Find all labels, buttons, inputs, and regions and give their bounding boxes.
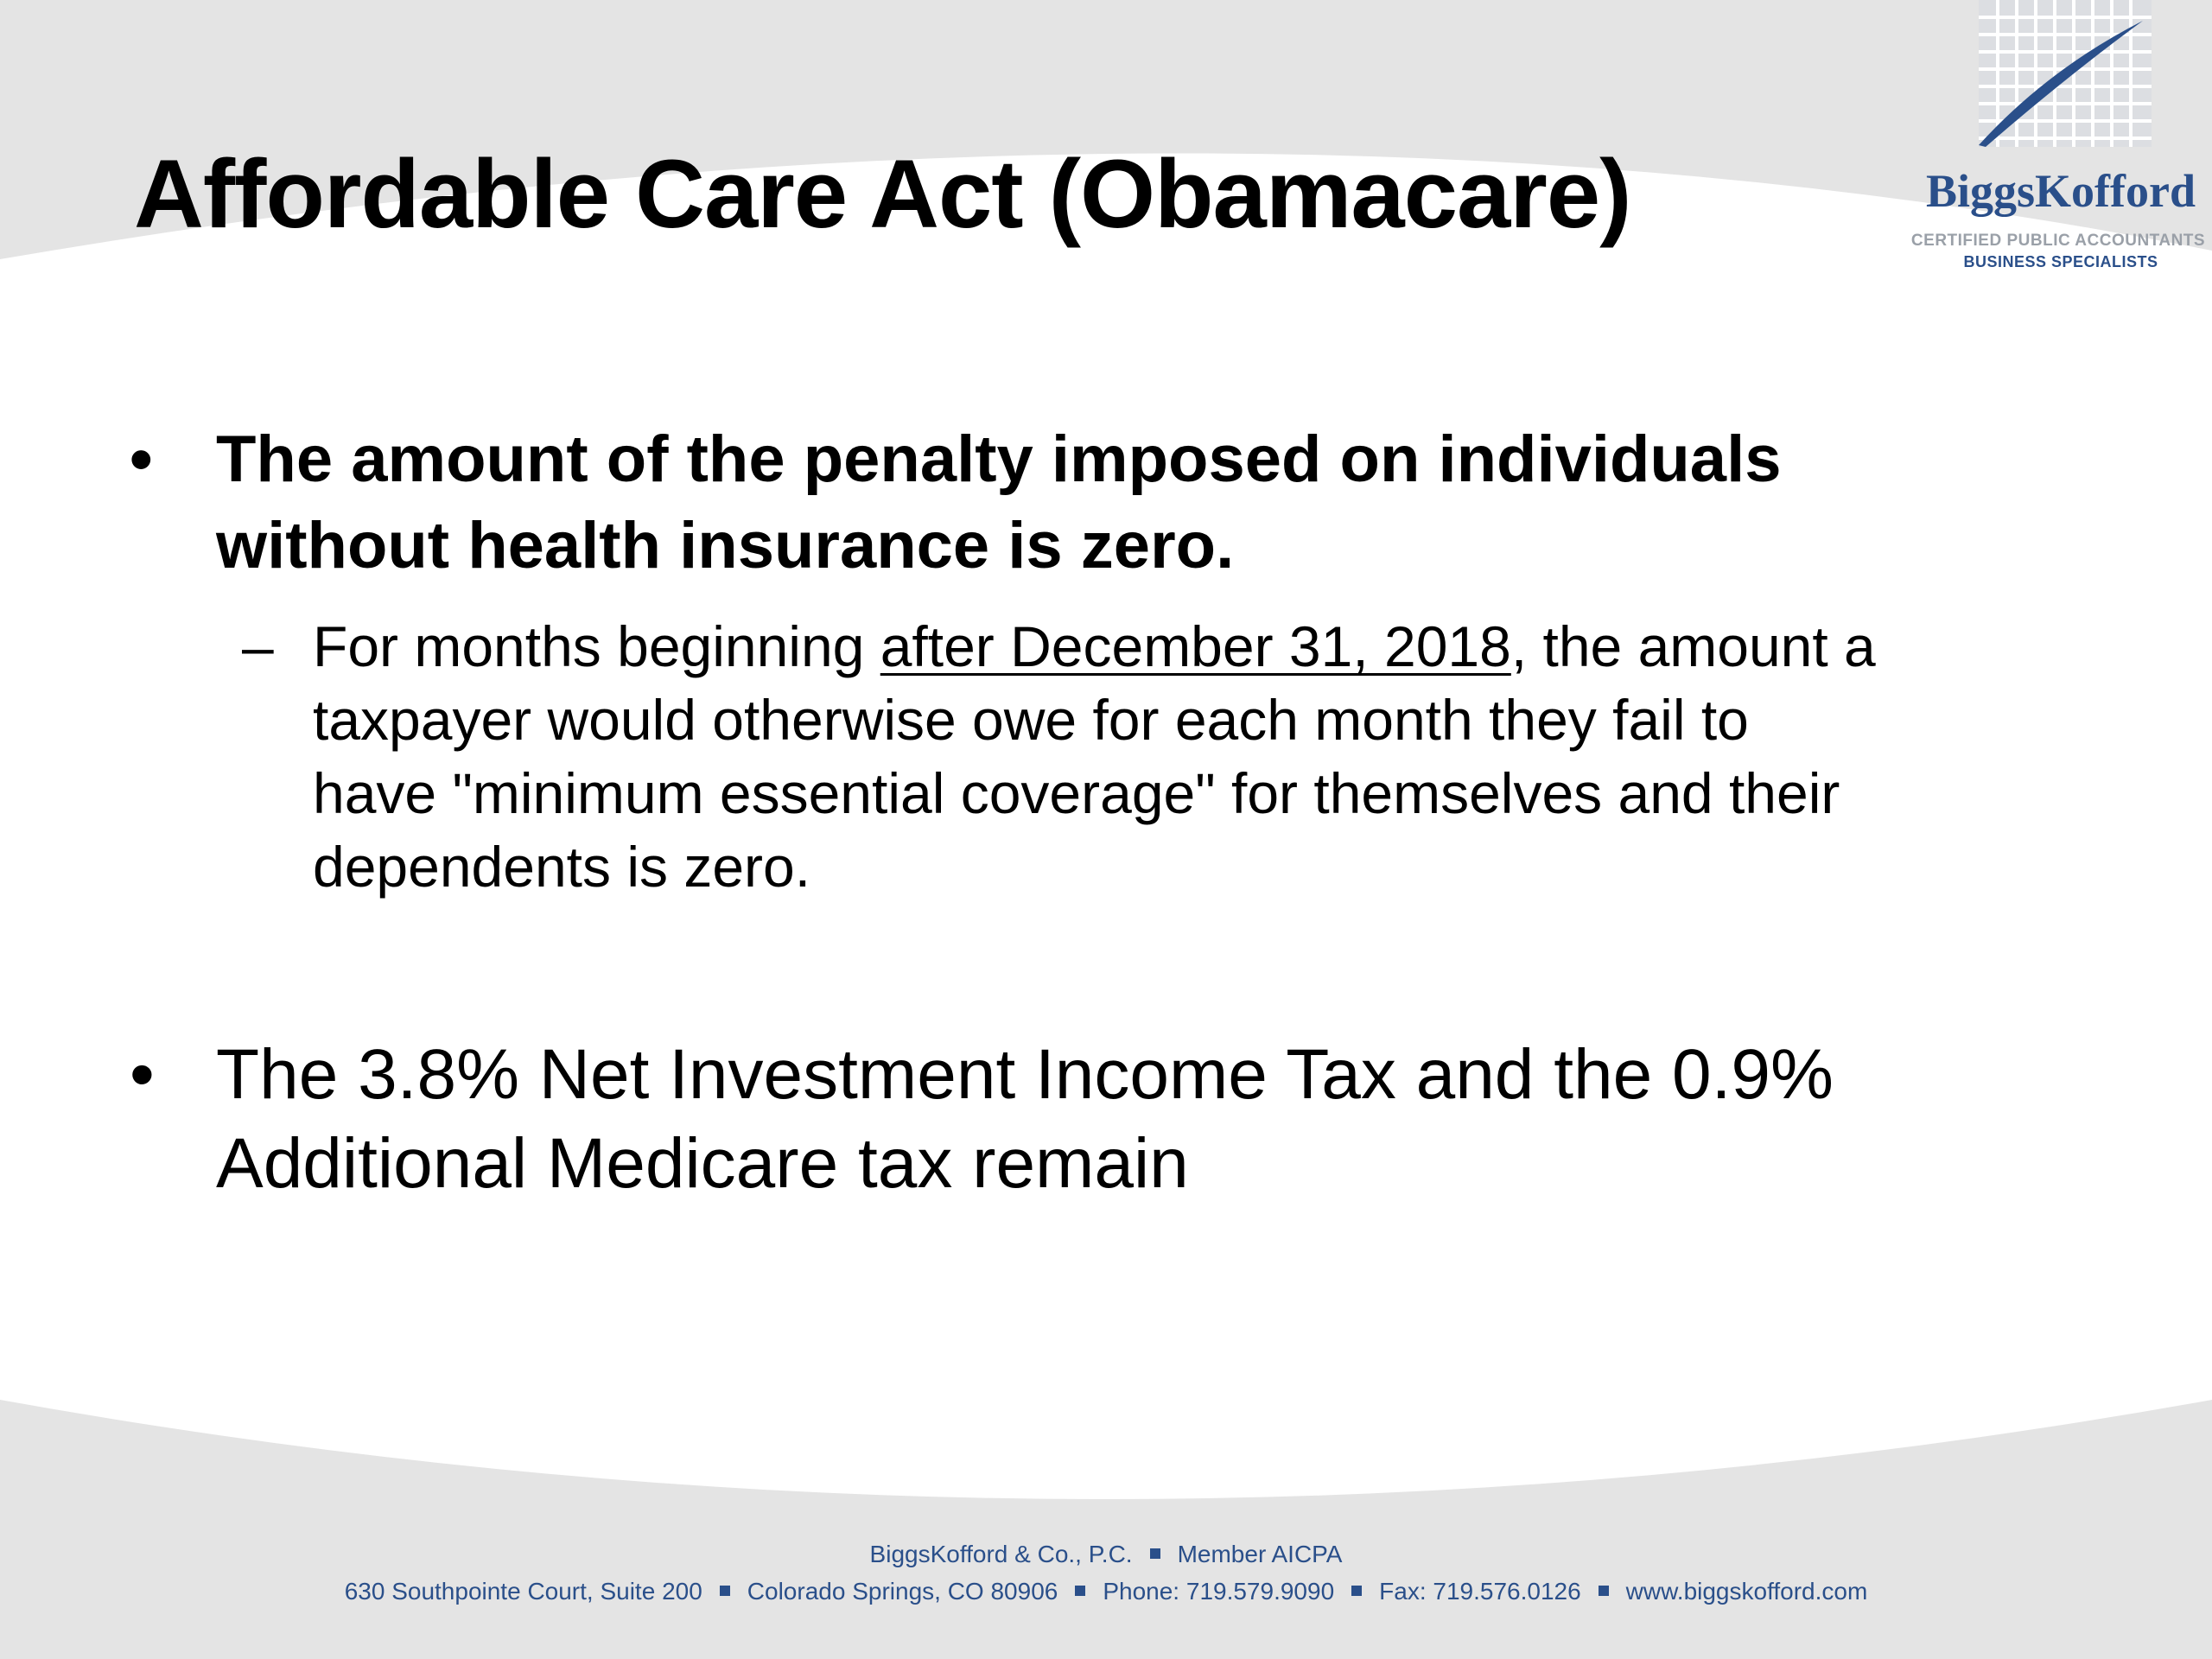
logo-grid-icon <box>1979 0 2152 147</box>
footer-separator-icon <box>1599 1586 1609 1596</box>
slide-title: Affordable Care Act (Obamacare) <box>134 140 1631 248</box>
logo-tagline-primary: CERTIFIED PUBLIC ACCOUNTANTS <box>1910 232 2206 250</box>
footer-separator-icon <box>1150 1548 1160 1559</box>
footer-address: 630 Southpointe Court, Suite 200 <box>344 1578 702 1605</box>
bullet-line: The amount of the penalty imposed on individuals <box>216 423 1782 496</box>
logo-tagline-secondary: BUSINESS SPECIALISTS <box>1963 253 2158 270</box>
bullet-line: Additional Medicare tax remain <box>216 1124 1189 1203</box>
footer-website[interactable]: www.biggskofford.com <box>1625 1578 1868 1605</box>
footer-membership: Member AICPA <box>1177 1541 1343 1567</box>
bullet-line: The 3.8% Net Investment Income Tax and the 0.9% <box>216 1035 1834 1114</box>
bullet-marker: • <box>130 423 153 496</box>
sub-bullet-line: have "minimum essential coverage" for themselves and their <box>313 761 1840 825</box>
sub-bullet-months <box>242 610 2084 904</box>
sub-bullet-line <box>313 610 2084 683</box>
bullet-line: without health insurance is zero. <box>216 509 1235 582</box>
bullet-penalty <box>130 416 2048 589</box>
footer-city: Colorado Springs, CO 80906 <box>747 1578 1058 1605</box>
bullet-marker: • <box>130 1035 155 1114</box>
bullet-taxes <box>130 1030 2074 1208</box>
sub-bullet-line: taxpayer would otherwise owe for each month they fail to <box>313 688 1749 752</box>
footer-swoosh <box>0 1400 2212 1659</box>
footer-firm-name: BiggsKofford & Co., P.C. <box>869 1541 1133 1567</box>
logo-wordmark: BiggsKofford <box>1925 165 2196 217</box>
footer-phone: Phone: 719.579.9090 <box>1103 1578 1335 1605</box>
footer-separator-icon <box>1075 1586 1085 1596</box>
footer-separator-icon <box>720 1586 730 1596</box>
sub-bullet-marker: – <box>242 614 274 678</box>
sub-bullet-line: dependents is zero. <box>313 835 811 899</box>
footer-contact-line <box>0 1578 2212 1605</box>
footer-firm-line <box>0 1541 2212 1568</box>
underlined-date: after December 31, 2018 <box>880 614 1511 678</box>
sub-bullet-text: For months beginning <box>313 614 880 678</box>
sub-bullet-text: , the amount a <box>1510 614 1876 678</box>
footer-fax: Fax: 719.576.0126 <box>1379 1578 1581 1605</box>
footer-separator-icon <box>1351 1586 1362 1596</box>
company-logo <box>1892 0 2212 285</box>
